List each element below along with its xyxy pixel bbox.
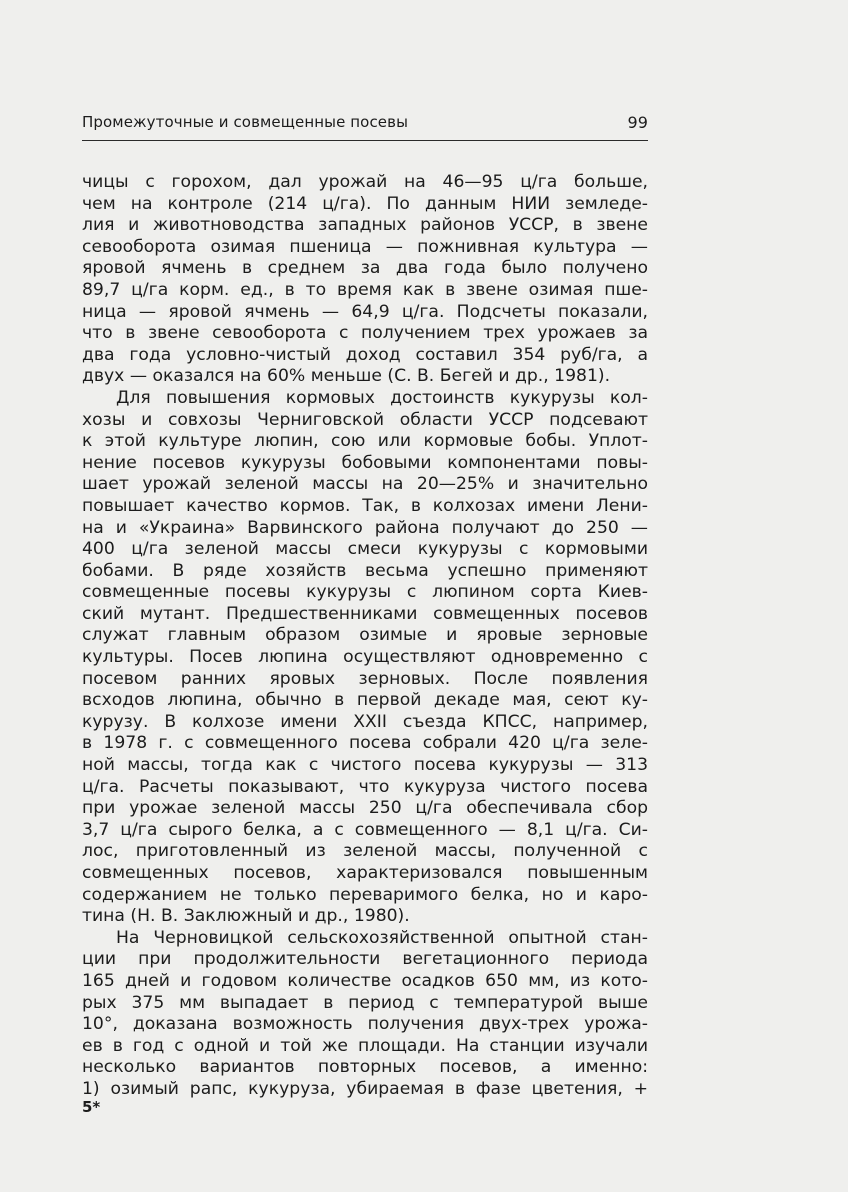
text-line: при урожае зеленой массы 250 ц/га обеспечивала сбор [82,798,648,819]
text-line: яровой ячмень в среднем за два года было получено [82,258,648,279]
text-line: ский мутант. Предшественниками совмещенных посевов [82,603,648,624]
text-line: в 1978 г. с совмещенного посева собрали 420 ц/га зеле- [82,733,648,754]
text-line: служат главным образом озимые и яровые зерновые [82,625,648,646]
page-number: 99 [627,113,648,132]
text-line: 3,7 ц/га сырого белка, а с совмещенного — 8,1 ц/га. Си- [82,819,648,840]
text-line: совмещенные посевы кукурузы с люпином сорта Киев- [82,582,648,603]
text-line: лос, приготовленный из зеленой массы, полученной с [82,841,648,862]
text-line: 1) озимый рапс, кукуруза, убираемая в фазе цветения, + [82,1078,648,1099]
body-text [82,172,648,1101]
text-line: чицы с горохом, дал урожай на 46—95 ц/га больше, [82,172,648,192]
text-line: 89,7 ц/га корм. ед., в то время как в звене озимая пше- [82,279,648,300]
text-line: к этой культуре люпин, сою или кормовые бобы. Уплот- [82,431,648,452]
text-line: 400 ц/га зеленой массы смеси кукурузы с кормовыми [82,539,648,560]
text-line: севооборота озимая пшеница — пожнивная культура — [82,236,648,257]
text-line: два года условно-чистый доход составил 354 руб/га, а [82,344,648,365]
text-line: На Черновицкой сельскохозяйственной опытной стан- [116,927,648,948]
text-line: на и «Украина» Варвинского района получают до 250 — [82,517,648,538]
text-line: хозы и совхозы Черниговской области УССР подсевают [82,409,648,430]
text-line: двух — оказался на 60% меньше (С. В. Бегей и др., 1981). [82,366,611,387]
text-line: курузу. В колхозе имени XXII съезда КПСС, например, [82,711,648,732]
text-line: Для повышения кормовых достоинств кукурузы кол- [116,387,648,408]
text-line: содержанием не только переваримого белка, но и каро- [82,884,648,905]
text-line: нение посевов кукурузы бобовыми компонентами повы- [82,452,648,473]
text-line: рых 375 мм выпадает в период с температурой выше [82,992,648,1013]
signature-mark: 5* [82,1098,101,1116]
text-line: чем на контроле (214 ц/га). По данным НИИ земледе- [82,193,648,214]
running-head [82,113,650,137]
running-title: Промежуточные и совмещенные посевы [82,113,409,131]
text-line: ции при продолжительности вегетационного периода [82,949,648,970]
text-line: ев в год с одной и той же площади. На станции изучали [82,1035,648,1056]
text-line: шает урожай зеленой массы на 20—25% и значительно [82,474,648,495]
text-line: ной массы, тогда как с чистого посева кукурузы — 313 [82,755,648,776]
text-line: ница — яровой ячмень — 64,9 ц/га. Подсчеты показали, [82,301,648,322]
text-line: ц/га. Расчеты показывают, что кукуруза чистого посева [82,776,648,797]
header-rule [82,140,648,141]
text-line: совмещенных посевов, характеризовался повышенным [82,863,648,883]
text-line: что в звене севооборота с получением трех урожаев за [82,323,648,344]
text-line: культуры. Посев люпина осуществляют одновременно с [82,647,648,668]
text-line: тина (Н. В. Заклюжный и др., 1980). [82,906,410,927]
text-line: всходов люпина, обычно в первой декаде мая, сеют ку- [82,690,648,711]
text-line: несколько вариантов повторных посевов, а именно: [82,1057,648,1078]
text-line: бобами. В ряде хозяйств весьма успешно применяют [82,560,648,581]
text-line: посевом ранних яровых зерновых. После появления [82,668,648,689]
text-line: повышает качество кормов. Так, в колхозах имени Лени- [82,495,648,516]
text-line: лия и животноводства западных районов УССР, в звене [82,215,648,236]
text-line: 10°, доказана возможность получения двух-трех урожа- [82,1014,648,1035]
text-line: 165 дней и годовом количестве осадков 650 мм, из кото- [82,970,648,991]
